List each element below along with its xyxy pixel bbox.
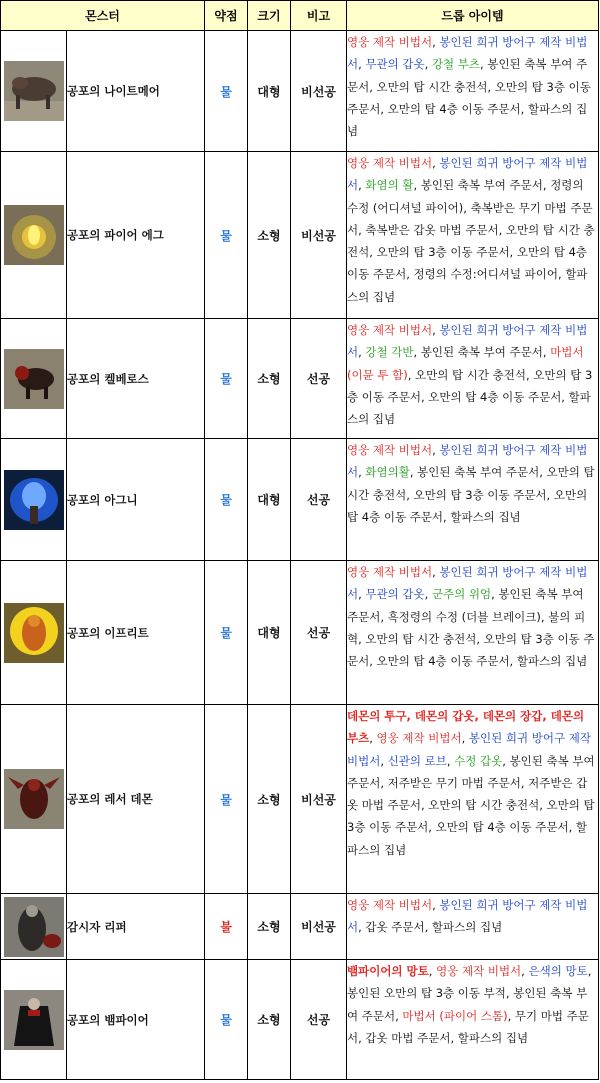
drop-text: , 봉인된 축복 부여 주문서, 흑정령의 수정 (더블 브레이크), 불의 피혁, 오만의 탑 시간 충전석, 오만의 탑 3층 이동 주문서, 오만의 탑 4층 이동 주문서, 할파스의 집념 bbox=[347, 587, 595, 669]
drop-text: 영웅 제작 비법서 bbox=[347, 35, 433, 49]
drop-text: , bbox=[521, 964, 529, 978]
drop-text: 수정 갑옷 bbox=[454, 753, 503, 768]
drop-text: , bbox=[432, 35, 440, 49]
drop-text: , 봉인된 축복 부여 주문서, 정령의 수정 (어디셔널 파이어), 축복받은 무기 마법 주문서, 축복받은 갑옷 마법 주문서, 오만의 탑 시간 충전석, 오만의 탑 3층 이동 주문서, 오만의 탑 4층 이동 주문서, 정령의 수정:어디셔널 파이어, 할파스의 집념 bbox=[347, 178, 595, 304]
drop-text: 마법서 (파이어 스톰) bbox=[402, 1008, 508, 1023]
drop-text: , bbox=[358, 465, 366, 480]
drop-text: , bbox=[432, 565, 440, 579]
monster-name: 공포의 파이어 에그 bbox=[67, 152, 205, 319]
drop-text: 신관의 로브 bbox=[387, 753, 447, 768]
drops-cell bbox=[347, 561, 599, 705]
note-cell: 선공 bbox=[291, 561, 347, 705]
drops-cell bbox=[347, 31, 599, 152]
cerberus-thumbnail bbox=[4, 349, 64, 409]
drop-text: , 오만의 탑 시간 충전석, 오만의 탑 3층 이동 주문서, 오만의 탑 4층 이동 주문서, 할파스의 집념 bbox=[347, 367, 593, 427]
drop-text: 영웅 제작 비법서 bbox=[376, 731, 462, 746]
drop-text: , bbox=[432, 898, 440, 912]
table-row bbox=[1, 31, 599, 152]
drop-text: 영웅 제작 비법서 bbox=[436, 964, 522, 978]
monster-name: 감시자 리퍼 bbox=[67, 894, 205, 960]
drop-text: 영웅 제작 비법서 bbox=[347, 565, 433, 579]
drop-text: 마법서 (이뮨 투 함) bbox=[347, 345, 584, 382]
agni-thumbnail bbox=[4, 470, 64, 530]
weakness-cell: 물 bbox=[205, 960, 248, 1080]
drop-text: 봉인된 희귀 방어구 제작 비법서 bbox=[347, 323, 588, 360]
size-cell: 대형 bbox=[248, 439, 291, 561]
drop-text: 군주의 위엄 bbox=[431, 587, 492, 602]
size-cell: 소형 bbox=[248, 894, 291, 960]
drop-text: , 봉인된 축복 부여 주문서, 오만의 탑 시간 충전석, 오만의 탑 3층 이동 주문서, 오만의 탑 4층 이동 주문서, 할파스의 집념 bbox=[347, 465, 595, 524]
drop-text: , 봉인된 축복 부여 주문서, 오만의 탑 시간 충전석, 오만의 탑 3층 이동 주문서, 오만의 탑 4층 이동 주문서, 할파스의 집념 bbox=[347, 57, 591, 139]
drops-cell bbox=[347, 319, 599, 439]
drop-text: , 갑옷 주문서, 할파스의 집념 bbox=[358, 920, 503, 935]
drop-text: , bbox=[358, 178, 366, 193]
table-header-row bbox=[1, 1, 599, 31]
drop-text: , bbox=[380, 753, 388, 768]
drop-text: 화염의활 bbox=[365, 465, 410, 480]
drop-text: 강철 각반 bbox=[365, 345, 414, 360]
monster-name: 공포의 뱀파이어 bbox=[67, 960, 205, 1080]
header-weakness: 약점 bbox=[205, 1, 248, 31]
drop-text: 봉인된 희귀 방어구 제작 비법서 bbox=[347, 443, 588, 480]
size-cell: 대형 bbox=[248, 31, 291, 152]
drop-text: , bbox=[358, 345, 366, 360]
drop-text: , bbox=[358, 57, 366, 72]
weakness-cell: 물 bbox=[205, 319, 248, 439]
table-row bbox=[1, 152, 599, 319]
header-monster: 몬스터 bbox=[1, 1, 205, 31]
nightmare-thumbnail bbox=[4, 61, 64, 121]
weakness-cell: 불 bbox=[205, 894, 248, 960]
monster-name: 공포의 이프리트 bbox=[67, 561, 205, 705]
note-cell: 선공 bbox=[291, 319, 347, 439]
drop-text: 강철 부츠 bbox=[431, 57, 481, 72]
drop-text: , bbox=[432, 443, 440, 457]
drop-text: 영웅 제작 비법서 bbox=[347, 323, 433, 337]
drop-text: 데몬의 투구, 데몬의 갑옷, 데몬의 장갑, 데몬의 부츠 bbox=[347, 709, 585, 746]
reaper-thumbnail bbox=[4, 897, 64, 957]
table-row bbox=[1, 439, 599, 561]
drops-cell bbox=[347, 439, 599, 561]
weakness-cell: 물 bbox=[205, 439, 248, 561]
drop-text: , 무기 마법 주문서, 갑옷 마법 주문서, 할파스의 집념 bbox=[347, 1008, 589, 1045]
drop-text: 영웅 제작 비법서 bbox=[347, 898, 433, 912]
size-cell: 소형 bbox=[248, 319, 291, 439]
drop-text: 영웅 제작 비법서 bbox=[347, 443, 433, 457]
drops-cell bbox=[347, 705, 599, 894]
drop-text: , 봉인된 축복 부여 주문서, 저주받은 무기 마법 주문서, 저주받은 갑옷 마법 주문서, 오만의 탑 시간 충전석, 오만의 탑 3층 이동 주문서, 오만의 탑 4층 이동 주문서, 할파스의 집념 bbox=[347, 753, 595, 857]
drop-text: , bbox=[428, 964, 437, 978]
drop-text: 봉인된 희귀 방어구 제작 비법서 bbox=[347, 731, 591, 768]
drop-text: 봉인된 희귀 방어구 제작 비법서 bbox=[347, 898, 588, 935]
drops-cell bbox=[347, 960, 599, 1080]
drop-text: , bbox=[358, 587, 366, 602]
drop-text: 봉인된 희귀 방어구 제작 비법서 bbox=[347, 565, 588, 602]
drop-text: 은색의 망토 bbox=[528, 964, 588, 978]
drop-text: , bbox=[369, 731, 377, 746]
header-note: 비고 bbox=[291, 1, 347, 31]
monster-name: 공포의 켈베로스 bbox=[67, 319, 205, 439]
header-size: 크기 bbox=[248, 1, 291, 31]
size-cell: 소형 bbox=[248, 960, 291, 1080]
monster-name: 공포의 나이트메어 bbox=[67, 31, 205, 152]
drop-text: 봉인된 희귀 방어구 제작 비법서 bbox=[347, 156, 588, 193]
table-row bbox=[1, 960, 599, 1080]
weakness-cell: 물 bbox=[205, 705, 248, 894]
drop-text: 무관의 갑옷 bbox=[365, 57, 425, 72]
drop-text: , 봉인된 축복 부여 주문서, bbox=[413, 345, 551, 360]
weakness-cell: 물 bbox=[205, 31, 248, 152]
table-row bbox=[1, 561, 599, 705]
drop-text: 화염의 활 bbox=[365, 178, 414, 193]
note-cell: 비선공 bbox=[291, 152, 347, 319]
drop-text: , bbox=[461, 731, 469, 746]
size-cell: 소형 bbox=[248, 152, 291, 319]
drop-text: , 봉인된 오만의 탑 3층 이동 부적, 봉인된 축복 부여 주문서, bbox=[347, 964, 592, 1023]
fire-egg-thumbnail bbox=[4, 205, 64, 265]
drops-cell bbox=[347, 894, 599, 960]
monster-name: 공포의 레서 데몬 bbox=[67, 705, 205, 894]
monster-name: 공포의 아그니 bbox=[67, 439, 205, 561]
drop-text: 무관의 갑옷 bbox=[365, 587, 425, 602]
vampire-thumbnail bbox=[4, 990, 64, 1050]
drop-text: 뱀파이어의 망토 bbox=[347, 964, 429, 978]
drop-text: , bbox=[432, 156, 440, 170]
note-cell: 선공 bbox=[291, 960, 347, 1080]
note-cell: 선공 bbox=[291, 439, 347, 561]
note-cell: 비선공 bbox=[291, 705, 347, 894]
header-drops: 드롭 아이템 bbox=[347, 1, 599, 31]
drops-cell bbox=[347, 152, 599, 319]
note-cell: 비선공 bbox=[291, 894, 347, 960]
drop-text: , bbox=[424, 587, 432, 602]
table-row bbox=[1, 319, 599, 439]
drop-text: 영웅 제작 비법서 bbox=[347, 156, 433, 170]
drop-text: , bbox=[424, 57, 432, 72]
drop-text: 봉인된 희귀 방어구 제작 비법서 bbox=[347, 35, 588, 72]
size-cell: 대형 bbox=[248, 561, 291, 705]
table-row bbox=[1, 894, 599, 960]
drop-text: , bbox=[446, 753, 455, 768]
table-row bbox=[1, 705, 599, 894]
weakness-cell: 물 bbox=[205, 152, 248, 319]
lesser-demon-thumbnail bbox=[4, 769, 64, 829]
note-cell: 비선공 bbox=[291, 31, 347, 152]
ifrit-thumbnail bbox=[4, 603, 64, 663]
size-cell: 소형 bbox=[248, 705, 291, 894]
drop-text: , bbox=[432, 323, 440, 337]
weakness-cell: 물 bbox=[205, 561, 248, 705]
